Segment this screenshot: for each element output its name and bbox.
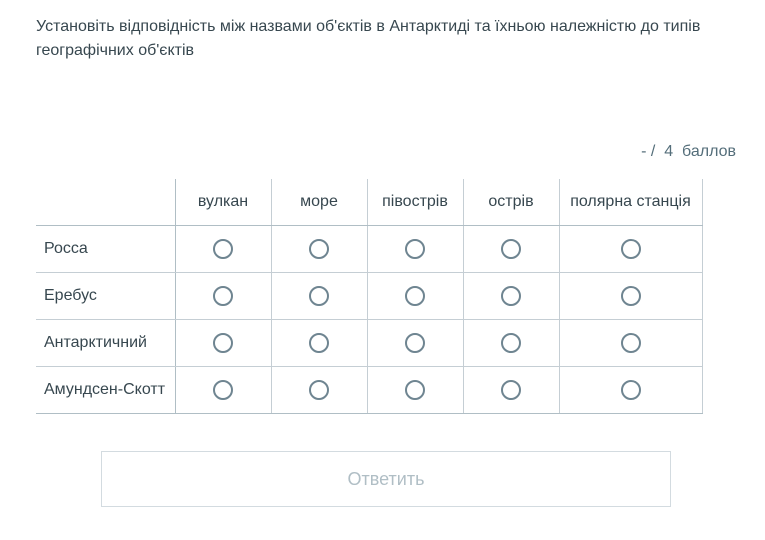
radio-antarctic-island[interactable] — [501, 333, 521, 353]
radio-cell — [271, 273, 367, 320]
radio-cell — [559, 367, 702, 414]
row-label-amundsen-scott: Амундсен-Скотт — [36, 367, 175, 414]
radio-cell — [175, 320, 271, 367]
corner-cell — [36, 179, 175, 226]
question-text: Установіть відповідність між назвами об'єктів в Антарктиді та їхньою належністю до типів географічних об'єктів — [36, 18, 701, 59]
radio-cell — [367, 226, 463, 273]
radio-ross-polar-station[interactable] — [621, 239, 641, 259]
header-row — [36, 179, 702, 226]
radio-cell — [271, 367, 367, 414]
table-row — [36, 273, 702, 320]
radio-cell — [559, 226, 702, 273]
score-label: - / 4 баллов — [641, 143, 736, 160]
radio-amundsen-scott-polar-station[interactable] — [621, 380, 641, 400]
radio-cell — [559, 273, 702, 320]
radio-erebus-polar-station[interactable] — [621, 286, 641, 306]
radio-cell — [367, 320, 463, 367]
radio-amundsen-scott-peninsula[interactable] — [405, 380, 425, 400]
matching-table — [36, 179, 703, 414]
row-label-ross: Росса — [36, 226, 175, 273]
column-header-volcano: вулкан — [175, 179, 271, 226]
radio-cell — [175, 226, 271, 273]
radio-cell — [463, 226, 559, 273]
radio-cell — [367, 273, 463, 320]
row-label-antarctic: Антарктичний — [36, 320, 175, 367]
radio-erebus-sea[interactable] — [309, 286, 329, 306]
radio-amundsen-scott-volcano[interactable] — [213, 380, 233, 400]
table-row — [36, 367, 702, 414]
column-header-polar-station: полярна станція — [559, 179, 702, 226]
radio-erebus-peninsula[interactable] — [405, 286, 425, 306]
radio-antarctic-peninsula[interactable] — [405, 333, 425, 353]
radio-cell — [175, 273, 271, 320]
column-header-island: острів — [463, 179, 559, 226]
row-label-erebus: Еребус — [36, 273, 175, 320]
radio-erebus-volcano[interactable] — [213, 286, 233, 306]
radio-antarctic-sea[interactable] — [309, 333, 329, 353]
radio-erebus-island[interactable] — [501, 286, 521, 306]
radio-amundsen-scott-island[interactable] — [501, 380, 521, 400]
radio-ross-volcano[interactable] — [213, 239, 233, 259]
radio-cell — [559, 320, 702, 367]
radio-cell — [271, 226, 367, 273]
radio-cell — [463, 320, 559, 367]
table-row — [36, 226, 702, 273]
radio-ross-island[interactable] — [501, 239, 521, 259]
radio-ross-sea[interactable] — [309, 239, 329, 259]
radio-cell — [175, 367, 271, 414]
radio-cell — [367, 367, 463, 414]
radio-cell — [463, 367, 559, 414]
radio-amundsen-scott-sea[interactable] — [309, 380, 329, 400]
radio-antarctic-volcano[interactable] — [213, 333, 233, 353]
radio-cell — [463, 273, 559, 320]
table-row — [36, 320, 702, 367]
column-header-peninsula: півострів — [367, 179, 463, 226]
radio-cell — [271, 320, 367, 367]
radio-antarctic-polar-station[interactable] — [621, 333, 641, 353]
column-header-sea: море — [271, 179, 367, 226]
answer-button[interactable]: Ответить — [101, 451, 671, 507]
radio-ross-peninsula[interactable] — [405, 239, 425, 259]
